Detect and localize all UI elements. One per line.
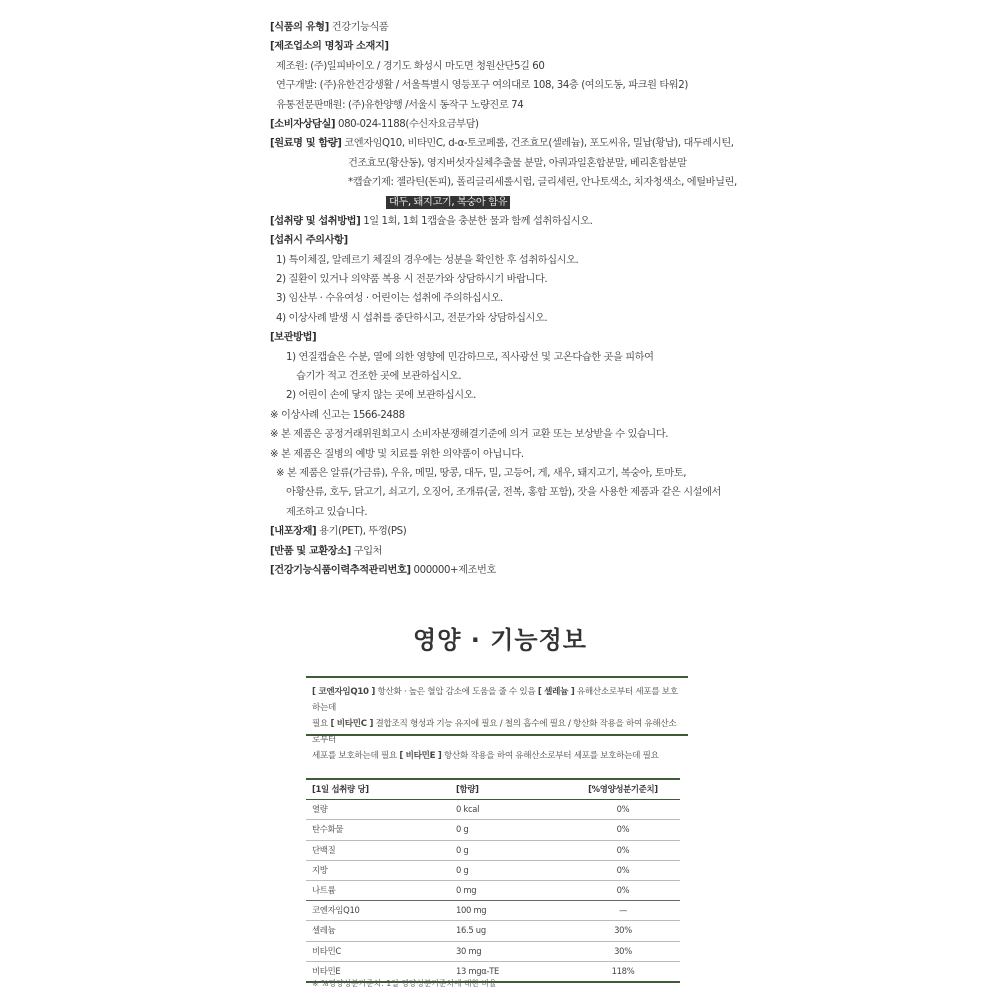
function-info-line-3 [312, 748, 682, 764]
note-3: ※ 본 제품은 질병의 예방 및 치료를 위한 의약품이 아닙니다. [270, 448, 524, 460]
note-4c: 제조하고 있습니다. [286, 506, 368, 518]
consumer-line [270, 115, 740, 134]
table-row [306, 881, 680, 901]
nutrient-name: 셀레늄 [312, 925, 336, 936]
nutrient-amount: 0 g [456, 844, 469, 855]
developer-line: 연구개발: (주)유한건강생활 / 서울특별시 영등포구 여의대로 108, 34층 (여의도동, 파크원 타워2) [276, 80, 688, 92]
function-info-line-1 [312, 684, 682, 716]
maker-header: [제조업소의 명칭과 소재지] [270, 41, 389, 53]
food-type-line [270, 18, 740, 37]
intake-label: [섭취량 및 섭취방법] [270, 215, 361, 227]
return-label: [반품 및 교환장소] [270, 545, 351, 557]
consumer-label: [소비자상담실] [270, 118, 336, 130]
table-row [306, 901, 680, 921]
note-4b: 아황산류, 호두, 닭고기, 쇠고기, 오징어, 조개류(굴, 전복, 홍합 포함), 잣을 사용한 제품과 같은 시설에서 [286, 487, 721, 499]
header-serving: [1일 섭취량 당] [312, 784, 369, 794]
nutrient-name: 단백질 [312, 844, 336, 855]
note-1: ※ 이상사례 신고는 1566-2488 [270, 409, 405, 421]
nutrient-percent: 0% [616, 884, 630, 895]
note-2: ※ 본 제품은 공정거래위원회고시 소비자분쟁해결기준에 의거 교환 또는 보상받을 수 있습니다. [270, 429, 669, 441]
caution-item-1: 1) 특이체질, 알레르기 체질의 경우에는 성분을 확인한 후 섭취하십시오. [276, 254, 579, 266]
consumer-value: 080-024-1188(수신자요금부담) [338, 118, 479, 130]
manufacturer-line: 제조원: (주)일피바이오 / 경기도 화성시 마도면 청원산단5길 60 [276, 60, 545, 72]
ingredients-text-1: 코엔자임Q10, 비타민C, d-α-토코페롤, 건조효모(셀레늄), 포도씨유, 밀납(황납), 대두레시틴, [344, 138, 734, 150]
food-type-label: [식품의 유형] [270, 22, 329, 33]
table-row [306, 800, 680, 820]
function-info-line-2 [312, 716, 682, 748]
caution-header-line [270, 231, 740, 250]
header-daily-value: [%영양성분기준치] [588, 784, 658, 794]
storage-header-line [270, 328, 740, 347]
function-info-box [306, 676, 688, 761]
nutrient-name: 탄수화물 [312, 824, 344, 835]
food-type-value: 건강기능식품 [331, 22, 389, 33]
nutrient-name: 비타민E [312, 965, 341, 976]
ingredients-label: [원료명 및 함량] [270, 138, 342, 150]
package-label: [내포장재] [270, 526, 317, 538]
package-line [270, 522, 740, 541]
caution-item-4: 4) 이상사례 발생 시 섭취를 중단하시고, 전문가와 상담하십시오. [276, 312, 548, 324]
vitc-text: 결합조직 형성과 기능 유지에 필요 / 철의 흡수에 필요 / 항산화 작용을 하여 유해산소로부터 [312, 719, 677, 745]
return-line [270, 542, 740, 561]
nutrient-name: 지방 [312, 864, 328, 875]
selenium-tag: [ 셀레늄 ] [537, 687, 575, 697]
coq10-text: 항산화 · 높은 혈압 감소에 도움을 줄 수 있음 [377, 687, 536, 697]
caution-item-2: 2) 질환이 있거나 의약품 복용 시 전문가와 상담하시기 바랍니다. [276, 274, 548, 286]
nutrient-percent: 30% [614, 925, 632, 936]
nutrient-percent: 118% [611, 965, 635, 976]
trace-label: [건강기능식품이력추적관리번호] [270, 564, 411, 576]
nutrition-table [306, 778, 680, 983]
storage-label: [보관방법] [270, 332, 317, 344]
storage-item-1b: 습기가 적고 건조한 곳에 보관하십시오. [296, 371, 462, 383]
line2-prefix: 필요 [312, 719, 329, 729]
vite-tag: [ 비타민E ] [399, 751, 442, 761]
line3-prefix: 세포를 보호하는데 필요 [312, 751, 397, 761]
nutrient-percent: — [618, 905, 628, 916]
label-section [270, 18, 740, 580]
selenium-text: 유해산소로부터 세포를 보호하는데 [312, 687, 678, 713]
distributor-line: 유통전문판매원: (주)유한양행 /서울시 동작구 노량진로 74 [276, 99, 524, 111]
nutrient-amount: 0 mg [456, 884, 477, 895]
intake-value: 1일 1회, 1회 1캡슐을 충분한 물과 함께 섭취하십시오. [363, 215, 593, 227]
nutrient-amount: 13 mgα-TE [456, 965, 500, 976]
nutrient-amount: 0 g [456, 824, 469, 835]
caution-item-3: 3) 임산부 · 수유여성 · 어린이는 섭취에 주의하십시오. [276, 293, 503, 305]
table-row [306, 942, 680, 962]
nutrient-name: 비타민C [312, 945, 341, 956]
nutrient-percent: 0% [616, 804, 630, 815]
allergen-line [270, 193, 740, 212]
nutrition-title: 영양 · 기능정보 [413, 626, 587, 654]
nutrient-amount: 0 kcal [456, 804, 480, 815]
storage-item-2: 2) 어린이 손에 닿지 않는 곳에 보관하십시오. [286, 390, 477, 402]
table-footnote: ※ %영양성분기준치: 1일 영양성분기준치에 대한 비율 [312, 979, 497, 988]
maker-header-line [270, 37, 740, 56]
intake-line [270, 212, 740, 231]
nutrient-percent: 0% [616, 844, 630, 855]
nutrient-name: 코엔자임Q10 [312, 905, 360, 916]
caution-label: [섭취시 주의사항] [270, 235, 348, 247]
table-row [306, 921, 680, 941]
package-value: 용기(PET), 뚜껑(PS) [319, 526, 407, 538]
nutrient-name: 나트륨 [312, 884, 336, 895]
nutrient-amount: 30 mg [456, 945, 482, 956]
ingredients-line-3: *캡슐기제: 젤라틴(돈피), 폴리글리세롤시럽, 글리세린, 안나토색소, 치자청색소, 에틸바닐린, [348, 177, 737, 189]
nutrient-name: 열량 [312, 804, 328, 815]
trace-line [270, 561, 740, 580]
allergen-highlight: 대두, 돼지고기, 복숭아 함유 [386, 196, 510, 209]
ingredients-line-2: 건조효모(황산동), 영지버섯자실체추출물 분말, 아쿼과일혼합분말, 베리혼합분말 [348, 157, 687, 169]
vite-text: 항산화 작용을 하여 유해산소로부터 세포를 보호하는데 필요 [443, 751, 659, 761]
table-row [306, 820, 680, 840]
note-4a: ※ 본 제품은 알류(가금류), 우유, 메밀, 땅콩, 대두, 밀, 고등어, 게, 새우, 돼지고기, 복숭아, 토마토, [276, 467, 687, 479]
nutrient-amount: 100 mg [456, 905, 487, 916]
trace-value: 000000+제조번호 [413, 564, 496, 576]
return-value: 구입처 [353, 545, 383, 557]
nutrient-percent: 0% [616, 824, 630, 835]
table-header-row [306, 778, 680, 800]
ingredients-line-1 [270, 134, 740, 153]
table-row [306, 861, 680, 881]
table-row [306, 841, 680, 861]
nutrient-amount: 0 g [456, 864, 469, 875]
coq10-tag: [ 코엔자임Q10 ] [312, 687, 376, 697]
nutrient-amount: 16.5 ug [456, 925, 486, 936]
vitc-tag: [ 비타민C ] [330, 719, 374, 729]
nutrient-percent: 30% [614, 945, 632, 956]
nutrient-percent: 0% [616, 864, 630, 875]
header-amount: [함량] [456, 784, 479, 794]
storage-item-1a: 1) 연질캡슐은 수분, 열에 의한 영향에 민감하므로, 직사광선 및 고온다습한 곳을 피하여 [286, 351, 654, 363]
